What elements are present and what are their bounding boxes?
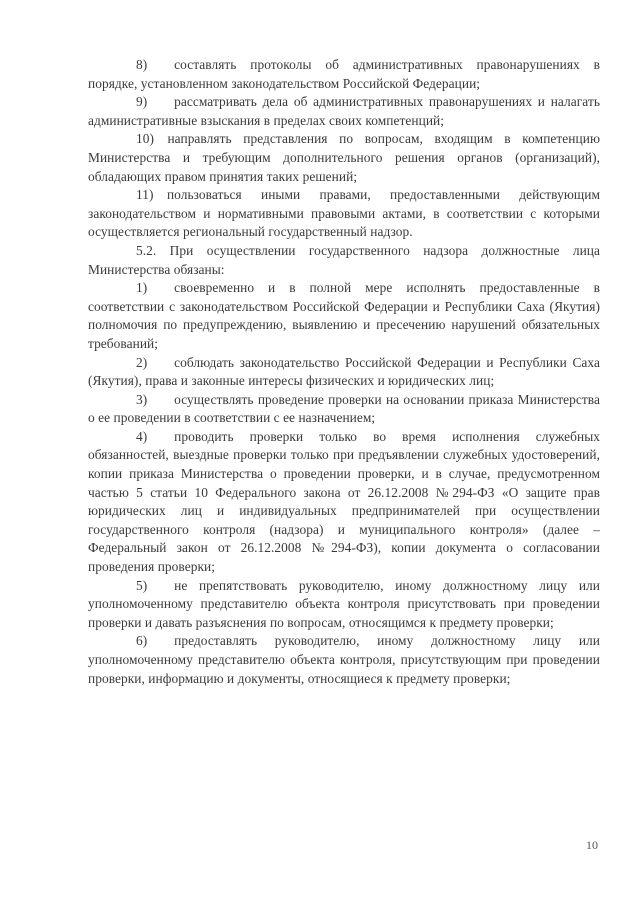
paragraph-duty-4: 4) проводить проверки только во время исполнения служебных обязанностей, выездные проверки только при предъявлении служебных удостоверений, копии приказа Министерства о проведении проверки, и в случае, предусмотренном частью 5 статьи 10 Федерального закона от 26.12.2008 №294-ФЗ «О защите прав юридических лиц и индивидуальных предпринимателей при осуществлении государственного контроля (надзора) и муниципального контроля» (далее – Федеральный закон от 26.12.2008 №294-ФЗ), копии документа о согласовании проведения проверки; — [88, 428, 600, 575]
paragraph-duty-1: 1) своевременно и в полной мере исполнять предоставленные в соответствии с законодательством Российской Федерации и Республики Саха (Якутия) полномочия по предупреждению, выявлению и пресечению нарушений обязательных требований; — [88, 280, 600, 351]
paragraph-duty-5: 5) не препятствовать руководителю, иному должностному лицу или уполномоченному представителю объекта контроля присутствовать при проведении проверки и давать разъяснения по вопросам, относящимся к предмету проверки; — [88, 577, 600, 630]
paragraph-duty-3: 3) осуществлять проведение проверки на основании приказа Министерства о ее проведении в соответствии с ее назначением; — [88, 391, 600, 426]
paragraph-item-8: 8) составлять протоколы об административных правонарушениях в порядке, установленном законодательством Российской Федерации; — [88, 57, 600, 91]
paragraph-section-5-2: 5.2. При осуществлении государственного надзора должностные лица Министерства обязаны: — [88, 242, 600, 277]
paragraph-item-10: 10) направлять представления по вопросам, входящим в компетенцию Министерства и требующим дополнительного решения органов (организаций), обладающих правом принятия таких решений; — [88, 131, 600, 184]
paragraph-duty-6: 6) предоставлять руководителю, иному должностному лицу или уполномоченному представителю объекта контроля, присутствующим при проведении проверки, информацию и документы, относящиеся к предмету проверки; — [88, 633, 600, 686]
page-number: 10 — [586, 838, 598, 852]
paragraph-item-11: 11) пользоваться иными правами, предоставленными действующим законодательством и нормативными правовыми актами, в соответствии с которыми осуществляется региональный государственный надзор. — [88, 187, 600, 240]
paragraph-duty-2: 2) соблюдать законодательство Российской Федерации и Республики Саха (Якутия), права и законные интересы физических и юридических лиц; — [88, 354, 600, 389]
paragraph-item-9: 9) рассматривать дела об административных правонарушениях и налагать административные взыскания в пределах своих компетенций; — [88, 94, 600, 128]
